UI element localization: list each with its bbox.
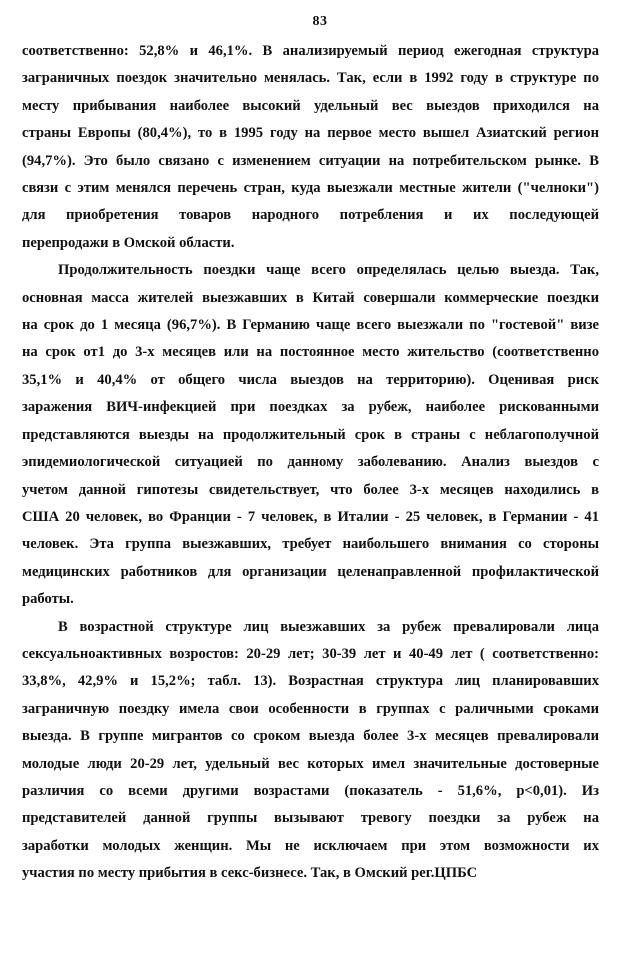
text-line: заграничных поездок значительно менялась. Так, если в 1992 году в структуре по [22,70,599,87]
text-line: США 20 человек, во Франции - 7 человек, в Италии - 25 человек, в Германии - 41 [22,508,599,525]
text-line: месту прибывания наиболее высокий удельный вес выездов приходился на [22,97,599,114]
text-line: соответственно: 52,8% и 46,1%. В анализируемый период ежегодная структура [22,43,599,59]
text-line: на срок до 1 месяца (96,7%). В Германию чаще всего выезжали по "гостевой" визе [22,317,599,334]
text-line: учетом данной гипотезы свидетельствует, что более 3-х месяцев находились в [22,481,599,498]
text-line: представителей данной группы вызывают тревогу поездки за рубеж на [22,810,599,827]
text-line: заражения ВИЧ-инфекцией при поездках за рубеж, наиболее рискованными [22,399,599,416]
text-line: заграничную поездку имела свои особенности в группах с раличными сроками [22,700,599,717]
text-line: Продолжительность поездки чаще всего определялась целью выезда. Так, [58,262,599,279]
text-line: выезда. В группе мигрантов со сроком выезда более 3-х месяцев превалировали [22,728,599,745]
text-line: молодые люди 20-29 лет, удельный вес которых имел значительные достоверные [22,755,599,772]
text-line: (94,7%). Это было связано с изменением ситуации на потребительском рынке. В [22,152,599,169]
text-line: 35,1% и 40,4% от общего числа выездов на территорию). Оценивая риск [22,371,599,388]
text-line: работы. [22,591,74,608]
text-line: медицинских работников для организации целенаправленной профилактической [22,563,599,580]
text-line: сексуальноактивных возростов: 20-29 лет; 30-39 лет и 40-49 лет ( соответственно: [22,645,599,662]
text-line: на срок от1 до 3-х месяцев или на постоянное место жительство (соответственно [22,344,599,361]
text-line: страны Европы (80,4%), то в 1995 году на первое место вышел Азиатский регион [22,125,599,142]
text-line: связи с этим менялся перечень стран, куда выезжали местные жители ("челноки") [22,180,599,197]
text-line: участия по месту прибытия в секс-бизнесе. Так, в Омский рег.ЦПБС [22,865,478,882]
text-line: заработки молодых женщин. Мы не исключаем при этом возможности их [22,837,599,854]
page-number: 83 [312,14,328,29]
text-line: В возрастной структуре лиц выезжавших за рубеж превалировали лица [58,618,599,635]
text-line: 33,8%, 42,9% и 15,2%; табл. 13). Возрастная структура лиц планировавших [22,673,599,690]
paragraph [22,614,599,888]
paragraph [22,38,599,257]
body-text [22,38,599,888]
text-line: эпидемиологической ситуацией по данному заболеванию. Анализ выездов с [22,454,599,471]
text-line: основная масса жителей выезжавших в Китай совершали коммерческие поездки [22,289,599,306]
text-line: человек. Эта группа выезжавших, требует наибольшего внимания со стороны [22,536,599,553]
text-line: для приобретения товаров народного потребления и их последующей [22,207,599,224]
text-line: различия со всеми другими возрастами (показатель - 51,6%, р<0,01). Из [22,782,599,799]
text-line: представляются выезды на продолжительный срок в страны с неблагополучной [22,426,599,443]
text-line: перепродажи в Омской области. [22,234,235,251]
paragraph [22,257,599,613]
